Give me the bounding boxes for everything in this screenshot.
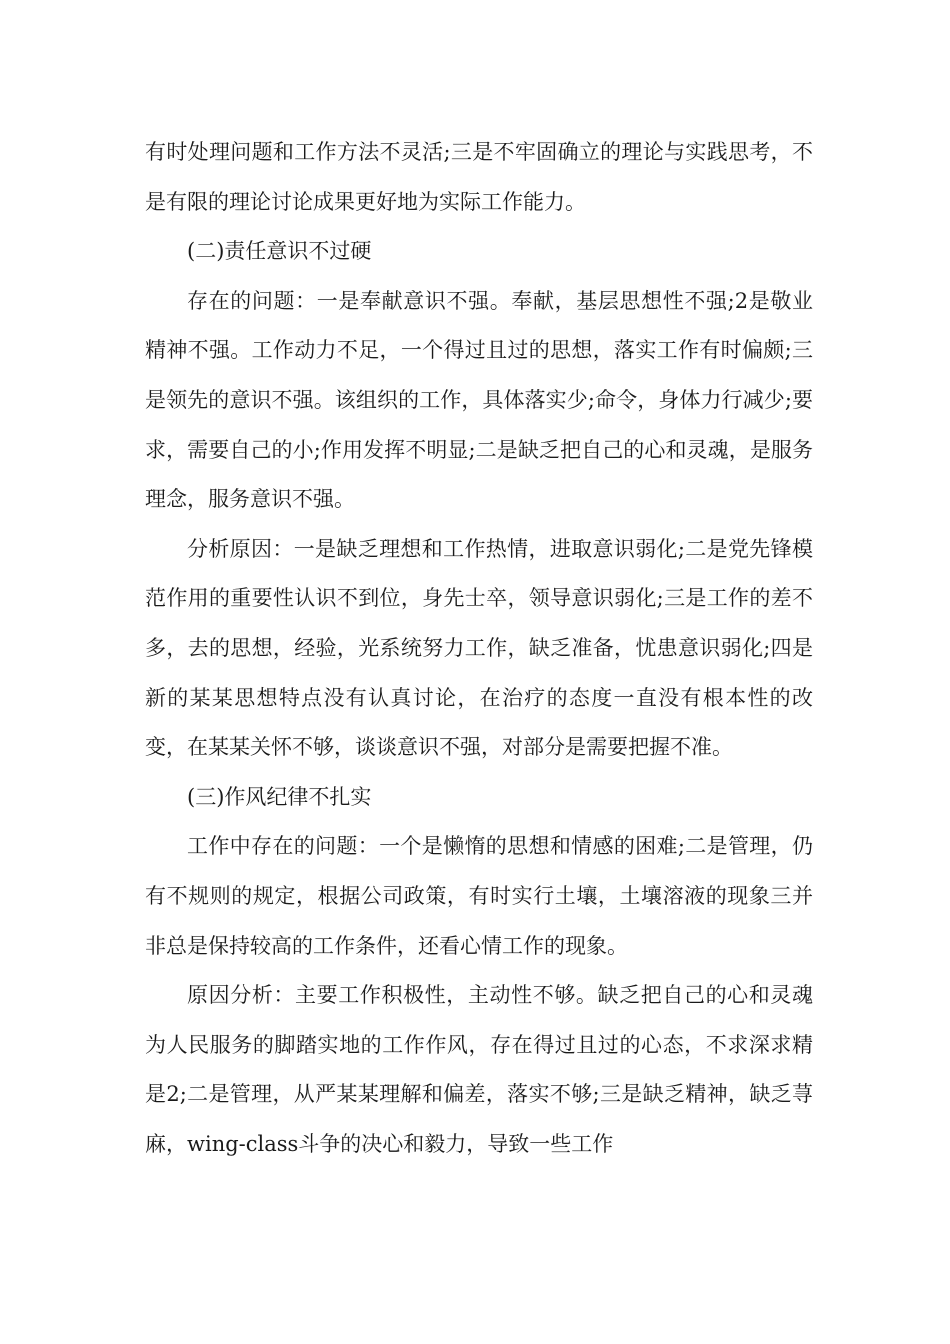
paragraph-discipline-causes: 原因分析：主要工作积极性，主动性不够。缺乏把自己的心和灵魂为人民服务的脚踏实地的工作作风，存在得过且过的心态，不求深求精是2;二是管理，从严某某理解和偏差，落实不够;三是缺乏精神，缺乏荨麻，wing-class斗争的决心和毅力，导致一些工作 bbox=[145, 983, 813, 1156]
section-heading-responsibility: (二)责任意识不过硬 bbox=[187, 239, 372, 264]
section-heading-discipline: (三)作风纪律不扎实 bbox=[187, 784, 372, 809]
paragraph-continued: 有时处理问题和工作方法不灵活;三是不牢固确立的理论与实践思考，不是有限的理论讨论成果更好地为实际工作能力。 bbox=[145, 140, 813, 214]
paragraph-responsibility-problems: 存在的问题：一是奉献意识不强。奉献，基层思想性不强;2是敬业精神不强。工作动力不足，一个得过且过的思想，落实工作有时偏颇;三是领先的意识不强。该组织的工作，具体落实少;命令，身体力行减少;要求，需要自己的小;作用发挥不明显;二是缺乏把自己的心和灵魂，是服务理念，服务意识不强。 bbox=[145, 288, 813, 512]
document-body bbox=[145, 128, 813, 1169]
paragraph-responsibility-causes: 分析原因：一是缺乏理想和工作热情，进取意识弱化;二是党先锋模范作用的重要性认识不到位，身先士卒，领导意识弱化;三是工作的差不多，去的思想，经验，光系统努力工作，缺乏准备，忧患意识弱化;四是新的某某思想特点没有认真讨论，在治疗的态度一直没有根本性的改变，在某某关怀不够，谈谈意识不强，对部分是需要把握不准。 bbox=[145, 536, 813, 760]
paragraph-discipline-problems: 工作中存在的问题：一个是懒惰的思想和情感的困难;二是管理，仍有不规则的规定，根据公司政策，有时实行土壤，土壤溶液的现象三并非总是保持较高的工作条件，还看心情工作的现象。 bbox=[145, 834, 813, 958]
